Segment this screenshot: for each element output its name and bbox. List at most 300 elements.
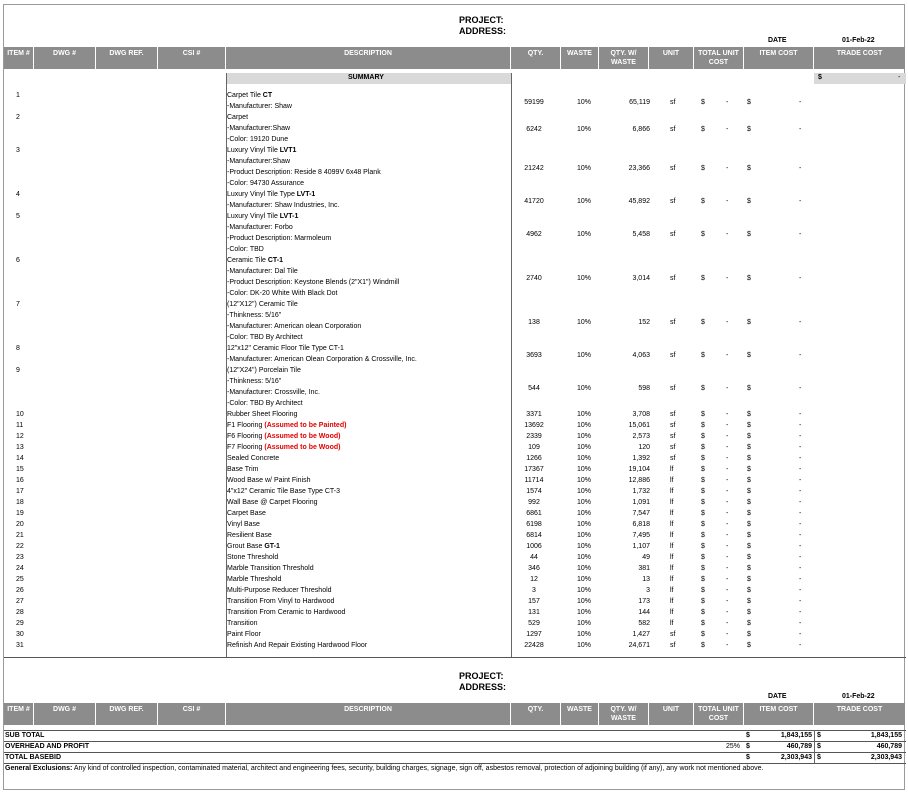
item-waste: 10% [576,165,591,172]
column-header-qty: QTY. [511,47,561,69]
item-cost-value: - [799,126,802,133]
table-row [4,420,906,431]
item-unit: sf [670,444,676,451]
item-qty: 1266 [526,455,542,462]
item-waste: 10% [576,510,591,517]
item-number: 5 [16,213,20,220]
item-qty: 346 [528,565,540,572]
description-line [227,343,517,354]
description-text: F6 Flooring [227,433,265,440]
item-number: 28 [16,609,24,616]
description-line [227,134,517,145]
description-line [227,596,517,607]
item-number: 26 [16,587,24,594]
item-waste: 10% [576,444,591,451]
unit-cost-currency: $ [701,631,705,638]
item-description [227,431,517,442]
unit-cost-value: - [726,275,729,282]
item-waste: 10% [576,455,591,462]
unit-cost-value: - [726,499,729,506]
item-qty: 3 [532,587,536,594]
description-line [227,530,517,541]
item-qty: 2339 [526,433,542,440]
description-code: LVT-1 [296,191,316,198]
description-line [227,519,517,530]
unit-cost-value: - [726,422,729,429]
description-line [227,211,517,222]
overhead-currency: $ [746,743,750,750]
item-description [227,629,517,640]
item-unit: lf [670,466,674,473]
item-cost-currency: $ [747,319,751,326]
unit-cost-currency: $ [701,532,705,539]
item-number: 25 [16,576,24,583]
item-waste: 10% [576,422,591,429]
item-qty: 544 [528,385,540,392]
item-number: 7 [16,301,20,308]
item-qty: 6198 [526,521,542,528]
item-cost-currency: $ [747,411,751,418]
unit-cost-value: - [726,411,729,418]
item-cost-currency: $ [747,433,751,440]
item-qty: 17367 [524,466,544,473]
description-line [227,541,517,552]
description-line [227,618,517,629]
description-line [227,233,517,244]
item-cost-currency: $ [747,385,751,392]
unit-cost-value: - [726,99,729,106]
description-line [227,299,517,310]
description-text: Rubber Sheet Flooring [227,411,298,418]
description-line [227,156,517,167]
item-description [227,343,517,365]
unit-cost-currency: $ [701,620,705,627]
item-description [227,552,517,563]
item-cost-currency: $ [747,532,751,539]
column-header-qty-with-waste: QTY. W/ WASTE [599,47,649,69]
item-number: 12 [16,433,24,440]
item-cost-value: - [799,576,802,583]
item-qty-with-waste: 598 [638,385,650,392]
item-waste: 10% [576,319,591,326]
item-cost-currency: $ [747,422,751,429]
subtotal-trade-cost: 1,843,155 [870,732,902,739]
item-unit: sf [670,126,676,133]
item-description [227,365,517,409]
item-cost-value: - [799,565,802,572]
description-text: (12"X12") Ceramic Tile [227,301,298,308]
subtotal-currency: $ [746,732,750,739]
item-cost-currency: $ [747,477,751,484]
basebid-item-cost: 2,303,943 [780,754,812,761]
section-divider [4,657,906,658]
item-number: 22 [16,543,24,550]
description-line [227,409,517,420]
item-cost-currency: $ [747,444,751,451]
unit-cost-currency: $ [701,642,705,649]
item-qty: 2740 [526,275,542,282]
overhead-currency-2: $ [817,743,821,750]
table-row [4,640,906,651]
item-number: 18 [16,499,24,506]
unit-cost-value: - [726,385,729,392]
description-note: (Assumed to be Wood) [264,433,341,440]
item-cost-value: - [799,319,802,326]
basebid-label: TOTAL BASEBID [5,754,62,761]
item-qty-with-waste: 3 [646,587,650,594]
table-row [4,530,906,541]
table-row [4,596,906,607]
item-unit: lf [670,543,674,550]
column-header-description: DESCRIPTION [226,703,511,725]
item-cost-value: - [799,587,802,594]
column-header-trade-cost: TRADE COST [814,47,906,69]
date-value: 01-Feb-22 [842,37,875,44]
table-row [4,629,906,640]
item-number: 19 [16,510,24,517]
item-cost-currency: $ [747,352,751,359]
description-text: Carpet [227,114,249,121]
description-line [227,321,517,332]
table-row [4,211,906,255]
description-line [227,607,517,618]
item-qty-with-waste: 24,671 [628,642,650,649]
item-cost-currency: $ [747,620,751,627]
item-description [227,464,517,475]
totals-rule-3 [4,763,906,764]
column-header-total-unit-cost: TOTAL UNIT COST [694,703,744,725]
description-line [227,508,517,519]
overhead-trade-cost: 460,789 [876,743,902,750]
item-qty-with-waste: 2,573 [632,433,650,440]
description-text: F7 Flooring [227,444,265,451]
item-qty: 131 [528,609,540,616]
unit-cost-value: - [726,231,729,238]
item-waste: 10% [576,126,591,133]
item-qty-with-waste: 1,392 [632,455,650,462]
description-text: (12"X24") Porcelain Tile [227,367,301,374]
item-description [227,409,517,420]
description-text: Paint Floor [227,631,261,638]
description-line [227,255,517,266]
table-row [4,299,906,343]
item-qty: 157 [528,598,540,605]
item-qty: 138 [528,319,540,326]
item-description [227,189,517,211]
description-text: -Product Description: Reside 8 4099V 6x48 Plank [227,169,381,176]
description-text: F1 Flooring [227,422,265,429]
unit-cost-currency: $ [701,466,705,473]
item-waste: 10% [576,275,591,282]
column-header-csi-num: CSI # [158,47,226,69]
overhead-percent: 25% [726,743,741,750]
item-number: 9 [16,367,20,374]
description-text: Vinyl Base [227,521,260,528]
table-row [4,464,906,475]
table-row [4,519,906,530]
description-line [227,277,517,288]
table-row [4,145,906,189]
item-qty-with-waste: 49 [642,554,650,561]
item-qty-with-waste: 1,427 [632,631,650,638]
description-line [227,563,517,574]
item-waste: 10% [576,598,591,605]
description-line [227,288,517,299]
unit-cost-value: - [726,631,729,638]
item-waste: 10% [576,488,591,495]
unit-cost-value: - [726,609,729,616]
table-row [4,508,906,519]
description-text: Carpet Tile [227,92,263,99]
description-line [227,431,517,442]
description-line [227,354,517,365]
item-qty-with-waste: 3,708 [632,411,650,418]
item-description [227,596,517,607]
item-description [227,255,517,299]
exclusions-text: Any kind of controlled inspection, contaminated material, architect and engineering fees, security, building charges, signage, sign off, asbestos removal, protection of adjoining building (if any), any work not mentioned above. [72,765,764,772]
description-line [227,585,517,596]
basebid-currency: $ [746,754,750,761]
item-number: 10 [16,411,24,418]
unit-cost-value: - [726,576,729,583]
description-text: -Color: TBD [227,246,264,253]
description-text: -Manufacturer: American olean Corporation [227,323,362,330]
item-description [227,299,517,343]
item-cost-currency: $ [747,488,751,495]
item-description [227,497,517,508]
item-cost-currency: $ [747,598,751,605]
table-row [4,189,906,211]
unit-cost-currency: $ [701,385,705,392]
item-number: 16 [16,477,24,484]
item-qty: 12 [530,576,538,583]
item-number: 29 [16,620,24,627]
column-header-qty-with-waste: QTY. W/ WASTE [599,703,649,725]
description-text: -Manufacturer: Shaw Industries, Inc. [227,202,340,209]
description-line [227,167,517,178]
item-qty: 13692 [524,422,544,429]
item-cost-value: - [799,631,802,638]
item-cost-value: - [799,499,802,506]
item-waste: 10% [576,642,591,649]
item-cost-value: - [799,642,802,649]
description-line [227,629,517,640]
item-cost-currency: $ [747,609,751,616]
item-waste: 10% [576,521,591,528]
column-header-csi-num: CSI # [158,703,226,725]
item-qty-with-waste: 1,732 [632,488,650,495]
unit-cost-value: - [726,510,729,517]
summary-currency: $ [818,74,822,81]
item-cost-currency: $ [747,576,751,583]
column-header-dwg-num: DWG # [34,47,96,69]
description-text: Base Trim [227,466,259,473]
description-text: Marble Threshold [227,576,282,583]
table-row [4,497,906,508]
item-number: 20 [16,521,24,528]
unit-cost-currency: $ [701,477,705,484]
unit-cost-value: - [726,165,729,172]
general-exclusions [5,765,764,772]
unit-cost-currency: $ [701,422,705,429]
item-description [227,145,517,189]
item-cost-currency: $ [747,455,751,462]
item-qty-with-waste: 582 [638,620,650,627]
item-qty: 4962 [526,231,542,238]
description-line [227,244,517,255]
item-waste: 10% [576,433,591,440]
item-unit: lf [670,598,674,605]
unit-cost-currency: $ [701,455,705,462]
description-text: Transition From Ceramic to Hardwood [227,609,346,616]
item-unit: lf [670,587,674,594]
item-cost-currency: $ [747,554,751,561]
item-description [227,486,517,497]
item-cost-value: - [799,466,802,473]
item-waste: 10% [576,609,591,616]
description-code: CT-1 [267,257,284,264]
subtotal-label: SUB TOTAL [5,732,45,739]
item-number: 1 [16,92,20,99]
item-number: 4 [16,191,20,198]
item-unit: lf [670,532,674,539]
item-qty: 529 [528,620,540,627]
description-line [227,574,517,585]
item-description [227,90,517,112]
description-line [227,200,517,211]
project-label-bottom: PROJECT: [459,671,504,681]
column-header-total-unit-cost: TOTAL UNIT COST [694,47,744,69]
item-waste: 10% [576,411,591,418]
unit-cost-value: - [726,444,729,451]
description-line [227,222,517,233]
summary-row [4,73,906,84]
item-waste: 10% [576,576,591,583]
item-cost-value: - [799,477,802,484]
column-header-item-cost: ITEM COST [744,47,814,69]
item-unit: sf [670,231,676,238]
item-unit: lf [670,576,674,583]
item-number: 11 [16,422,24,429]
unit-cost-currency: $ [701,126,705,133]
unit-cost-currency: $ [701,543,705,550]
subtotal-item-cost: 1,843,155 [780,732,812,739]
unit-cost-currency: $ [701,499,705,506]
description-text: Refinish And Repair Existing Hardwood Floor [227,642,368,649]
item-waste: 10% [576,543,591,550]
column-header-dwg-ref: DWG REF. [96,47,158,69]
item-cost-value: - [799,165,802,172]
item-qty: 6814 [526,532,542,539]
table-row [4,431,906,442]
item-cost-currency: $ [747,642,751,649]
item-number: 6 [16,257,20,264]
table-row [4,365,906,409]
project-label: PROJECT: [459,15,504,25]
table-row [4,475,906,486]
item-cost-value: - [799,99,802,106]
unit-cost-value: - [726,521,729,528]
item-unit: sf [670,433,676,440]
description-text: Transition From Vinyl to Hardwood [227,598,335,605]
item-description [227,442,517,453]
description-line [227,112,517,123]
subtotal-row [4,730,906,741]
summary-band-right [814,73,906,84]
totals-divider [814,730,815,763]
item-cost-value: - [799,598,802,605]
description-text: Marble Transition Threshold [227,565,314,572]
item-description [227,420,517,431]
description-text: -Manufacturer: Forbo [227,224,293,231]
description-line [227,442,517,453]
unit-cost-currency: $ [701,488,705,495]
item-qty-with-waste: 381 [638,565,650,572]
description-text: Resilient Base [227,532,272,539]
item-description [227,574,517,585]
item-cost-currency: $ [747,99,751,106]
item-cost-value: - [799,554,802,561]
unit-cost-currency: $ [701,165,705,172]
item-unit: lf [670,510,674,517]
item-cost-value: - [799,543,802,550]
table-row [4,453,906,464]
description-text: -Manufacturer: Dal Tile [227,268,298,275]
item-cost-value: - [799,275,802,282]
unit-cost-currency: $ [701,510,705,517]
unit-cost-value: - [726,488,729,495]
item-waste: 10% [576,620,591,627]
description-text: -Color: TBD By Architect [227,400,303,407]
item-number: 23 [16,554,24,561]
item-cost-currency: $ [747,499,751,506]
unit-cost-value: - [726,565,729,572]
table-row [4,574,906,585]
item-waste: 10% [576,565,591,572]
description-line [227,387,517,398]
title-block-top [459,15,506,37]
item-qty-with-waste: 5,458 [632,231,650,238]
description-line [227,123,517,134]
description-text: -Product Description: Keystone Blends (2"X1") Windmill [227,279,400,286]
description-text: -Manufacturer: Shaw [227,103,292,110]
description-line [227,420,517,431]
item-description [227,453,517,464]
description-text: Wall Base @ Carpet Flooring [227,499,318,506]
item-description [227,541,517,552]
description-text: Transition [227,620,258,627]
item-cost-currency: $ [747,510,751,517]
item-unit: sf [670,198,676,205]
item-unit: lf [670,477,674,484]
description-code: CT [262,92,273,99]
item-qty: 6242 [526,126,542,133]
unit-cost-currency: $ [701,576,705,583]
item-cost-value: - [799,352,802,359]
description-note: (Assumed to be Painted) [264,422,347,429]
table-row [4,442,906,453]
item-cost-value: - [799,488,802,495]
description-text: -Manufacturer: American Olean Corporation & Crossville, Inc. [227,356,417,363]
item-description [227,519,517,530]
item-number: 8 [16,345,20,352]
column-header-qty: QTY. [511,703,561,725]
subtotal-currency-2: $ [817,732,821,739]
unit-cost-value: - [726,433,729,440]
description-code: LVT1 [279,147,297,154]
item-cost-value: - [799,231,802,238]
unit-cost-currency: $ [701,609,705,616]
